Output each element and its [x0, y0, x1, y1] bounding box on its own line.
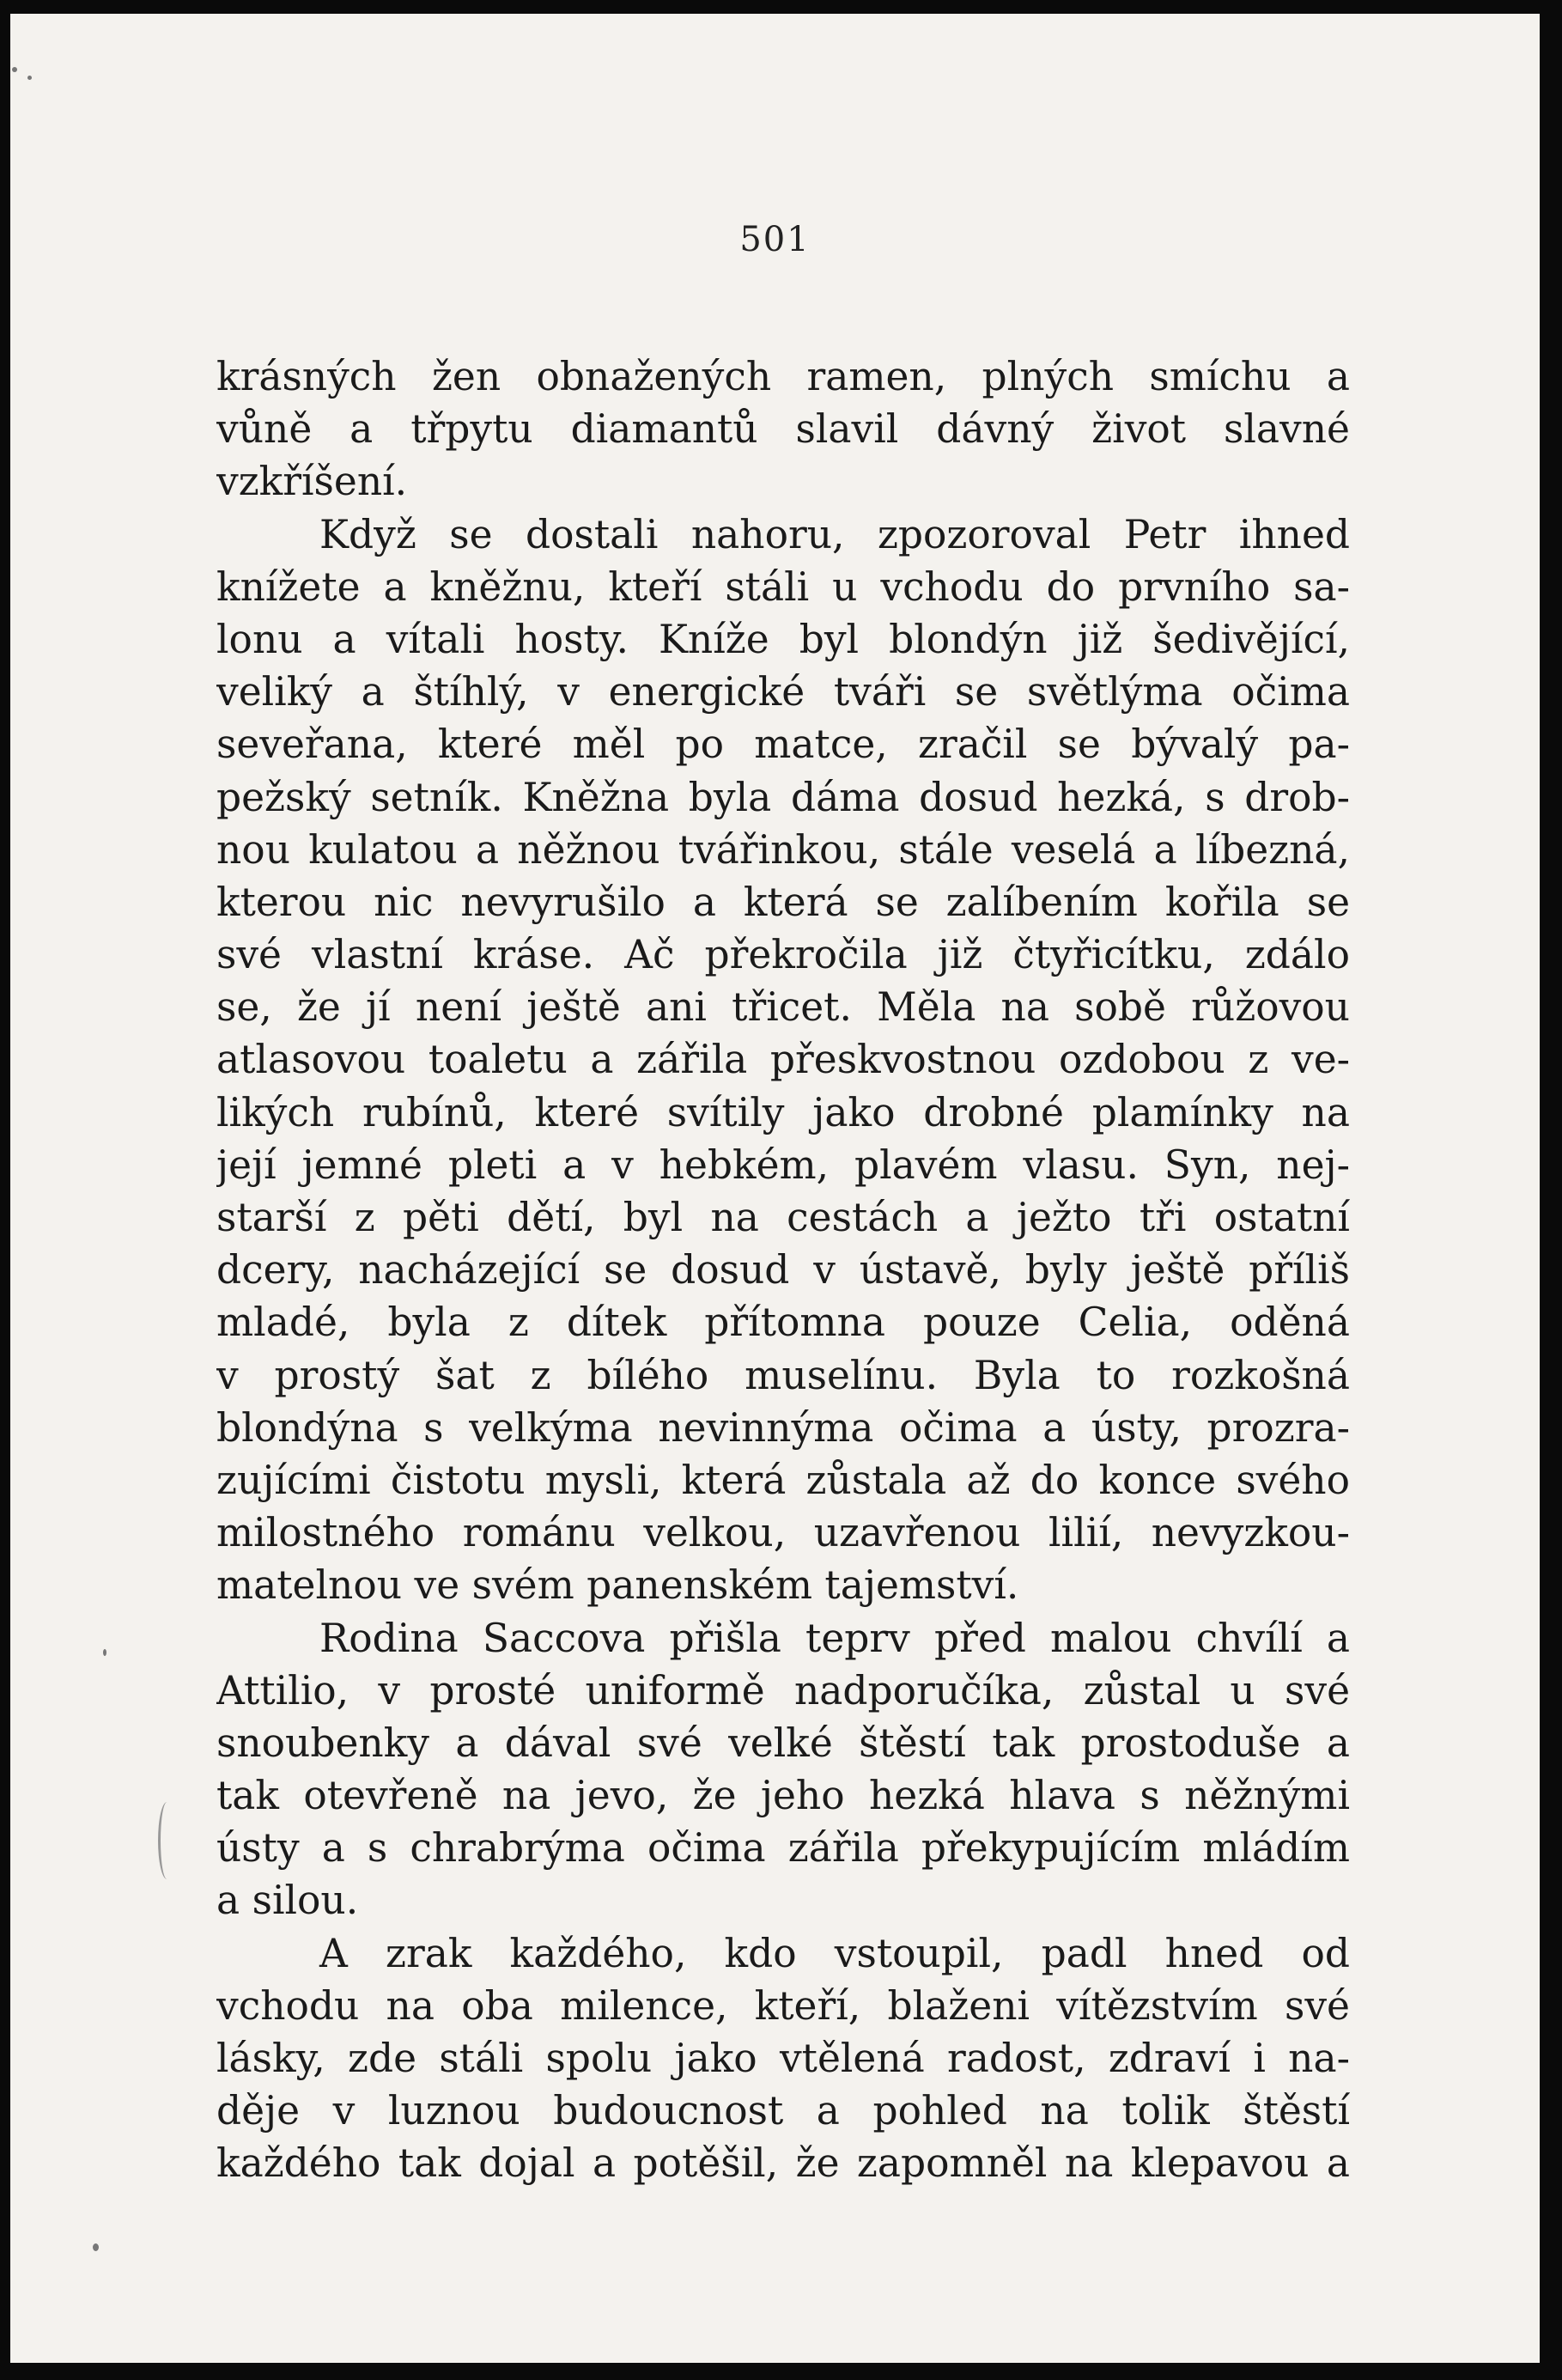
text-line: nou kulatou a něžnou tvářinkou, stále veselá a líbezná,: [216, 826, 1350, 873]
text-line: Rodina Saccova přišla teprv před malou chvílí a: [319, 1615, 1350, 1661]
text-line: knížete a kněžnu, kteří stáli u vchodu do prvního sa-: [216, 563, 1350, 610]
text-line: dcery, nacházející se dosud v ústavě, byly ještě příliš: [216, 1247, 1350, 1293]
text-line: tak otevřeně na jevo, že jeho hezká hlava s něžnými: [216, 1773, 1350, 1819]
text-line: lonu a vítali hosty. Kníže byl blondýn již šedivějící,: [216, 616, 1350, 662]
scan-speck: [93, 2243, 99, 2251]
text-line: krásných žen obnažených ramen, plných smíchu a: [216, 354, 1350, 399]
text-line: a silou.: [216, 1878, 359, 1924]
text-line: pežský setník. Kněžna byla dáma dosud hezká, s drob-: [216, 774, 1350, 820]
text-line: snoubenky a dával své velké štěstí tak prostoduše a: [216, 1720, 1350, 1766]
text-line: A zrak každého, kdo vstoupil, padl hned od: [319, 1930, 1350, 1976]
paragraph: [216, 1927, 1350, 2190]
text-line: matelnou ve svém panenském tajemství.: [216, 1562, 1019, 1609]
text-line: ústy a s chrabrýma očima zářila překypujícím mládím: [216, 1825, 1350, 1872]
book-page: [10, 14, 1540, 2363]
text-line: vchodu na oba milence, kteří, blaženi vítězstvím své: [216, 1982, 1350, 2029]
text-line: její jemné pleti a v hebkém, plavém vlasu. Syn, nej-: [216, 1141, 1350, 1188]
text-line: veliký a štíhlý, v energické tváři se světlýma očima: [216, 669, 1350, 715]
text-line: každého tak dojal a potěšil, že zapomněl na klepavou a: [216, 2140, 1350, 2187]
paragraph: [216, 1612, 1350, 1927]
text-line: vůně a třpytu diamantů slavil dávný život slavné: [216, 406, 1350, 453]
scan-speck: [12, 67, 17, 72]
text-line: se, že jí není ještě ani třicet. Měla na sobě růžovou: [216, 984, 1350, 1031]
text-line: v prostý šat z bílého muselínu. Byla to rozkošná: [216, 1352, 1350, 1398]
scan-speck: [103, 1649, 106, 1656]
text-line: své vlastní kráse. Ač překročila již čtyřicítku, zdálo: [216, 932, 1350, 978]
text-line: lásky, zde stáli spolu jako vtělená radost, zdraví i na-: [216, 2036, 1350, 2081]
page-number: 501: [739, 220, 811, 259]
text-line: starší z pěti dětí, byl na cestách a ježto tři ostatní: [216, 1195, 1350, 1240]
text-line: atlasovou toaletu a zářila přeskvostnou ozdobou z ve-: [216, 1037, 1350, 1083]
text-line: mladé, byla z dítek přítomna pouze Celia, oděná: [216, 1300, 1350, 1346]
text-line: likých rubínů, které svítily jako drobné plamínky na: [216, 1089, 1350, 1135]
text-line: zujícími čistotu mysli, která zůstala až do konce svého: [216, 1457, 1350, 1503]
scan-margin-mark: [158, 1802, 176, 1879]
text-line: blondýna s velkýma nevinnýma očima a ústy, prozra-: [216, 1404, 1350, 1451]
text-line: vzkříšení.: [216, 459, 408, 505]
text-line: kterou nic nevyrušilo a která se zalíbením kořila se: [216, 879, 1350, 925]
scan-speck: [27, 76, 32, 80]
paragraph: [216, 508, 1350, 1612]
text-line: milostného románu velkou, uzavřenou lilií, nevyzkou-: [216, 1510, 1350, 1556]
text-line: Attilio, v prosté uniformě nadporučíka, zůstal u své: [216, 1667, 1350, 1713]
text-line: děje v luznou budoucnost a pohled na tolik štěstí: [216, 2088, 1350, 2134]
body-text: [216, 350, 1350, 2190]
paragraph: [216, 350, 1350, 508]
text-line: seveřana, které měl po matce, zračil se bývalý pa-: [216, 721, 1350, 768]
text-line: Když se dostali nahoru, zpozoroval Petr ihned: [319, 511, 1350, 557]
